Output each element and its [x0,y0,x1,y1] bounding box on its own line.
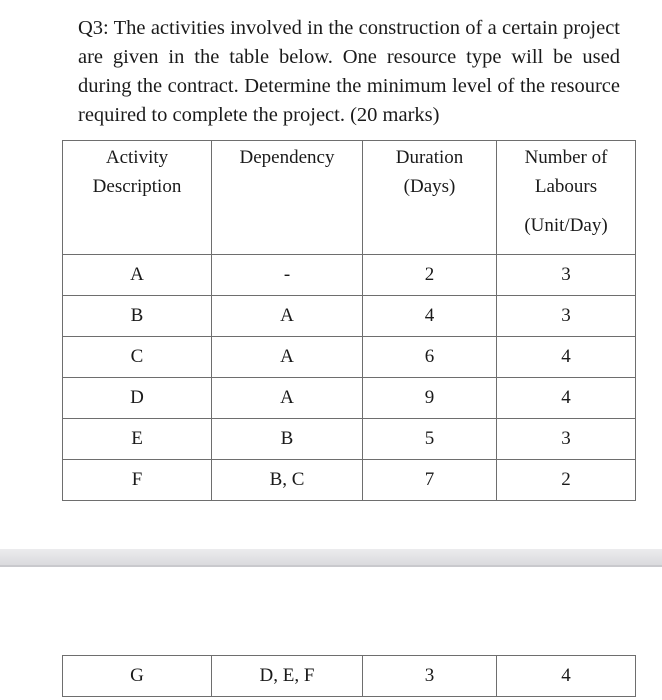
cell-activity: G [63,656,212,697]
cell-duration: 6 [363,337,497,378]
table-row [63,337,636,378]
table-row [63,296,636,337]
cell-dependency: A [212,296,363,337]
cell-duration: 7 [363,460,497,501]
cell-labours: 4 [497,378,636,419]
page-break-divider [0,549,662,567]
header-activity-line1: Activity [105,147,169,168]
question-text: Q3: The activities involved in the construction of a certain project are given in the table below. One resource type will be used during the contract. Determine the minimum level of the resource required to complete the project. (20 marks) [78,17,620,126]
header-labours-line3: (Unit/Day) [524,215,608,236]
cell-activity: C [63,337,212,378]
cell-dependency: B, C [212,460,363,501]
table-row [63,419,636,460]
cell-labours: 4 [497,337,636,378]
table-row [63,255,636,296]
cell-activity: B [63,296,212,337]
header-activity [63,141,212,255]
table-row [63,378,636,419]
cell-dependency: B [212,419,363,460]
table-header-row [63,141,636,255]
cell-duration: 2 [363,255,497,296]
activity-table [62,140,636,501]
table-row [63,460,636,501]
cell-duration: 5 [363,419,497,460]
header-labours-line2: Labours [534,176,598,197]
cell-dependency: A [212,337,363,378]
cell-labours: 4 [497,656,636,697]
cell-dependency: - [212,255,363,296]
cell-duration: 3 [363,656,497,697]
cell-labours: 2 [497,460,636,501]
cell-duration: 9 [363,378,497,419]
cell-activity: F [63,460,212,501]
cell-labours: 3 [497,419,636,460]
header-activity-line2: Description [92,176,182,197]
cell-labours: 3 [497,296,636,337]
table-row [63,656,636,697]
header-labours-line1: Number of [524,147,608,168]
header-labours [497,141,636,255]
cell-activity: E [63,419,212,460]
header-dependency [212,141,363,255]
header-dependency-label: Dependency [239,147,335,168]
cell-labours: 3 [497,255,636,296]
cell-dependency: A [212,378,363,419]
cell-dependency: D, E, F [212,656,363,697]
cell-duration: 4 [363,296,497,337]
cell-activity: A [63,255,212,296]
header-duration-line1: Duration [395,147,464,168]
cell-activity: D [63,378,212,419]
header-duration-line2: (Days) [403,176,456,197]
activity-table-continued [62,655,636,697]
header-duration [363,141,497,255]
